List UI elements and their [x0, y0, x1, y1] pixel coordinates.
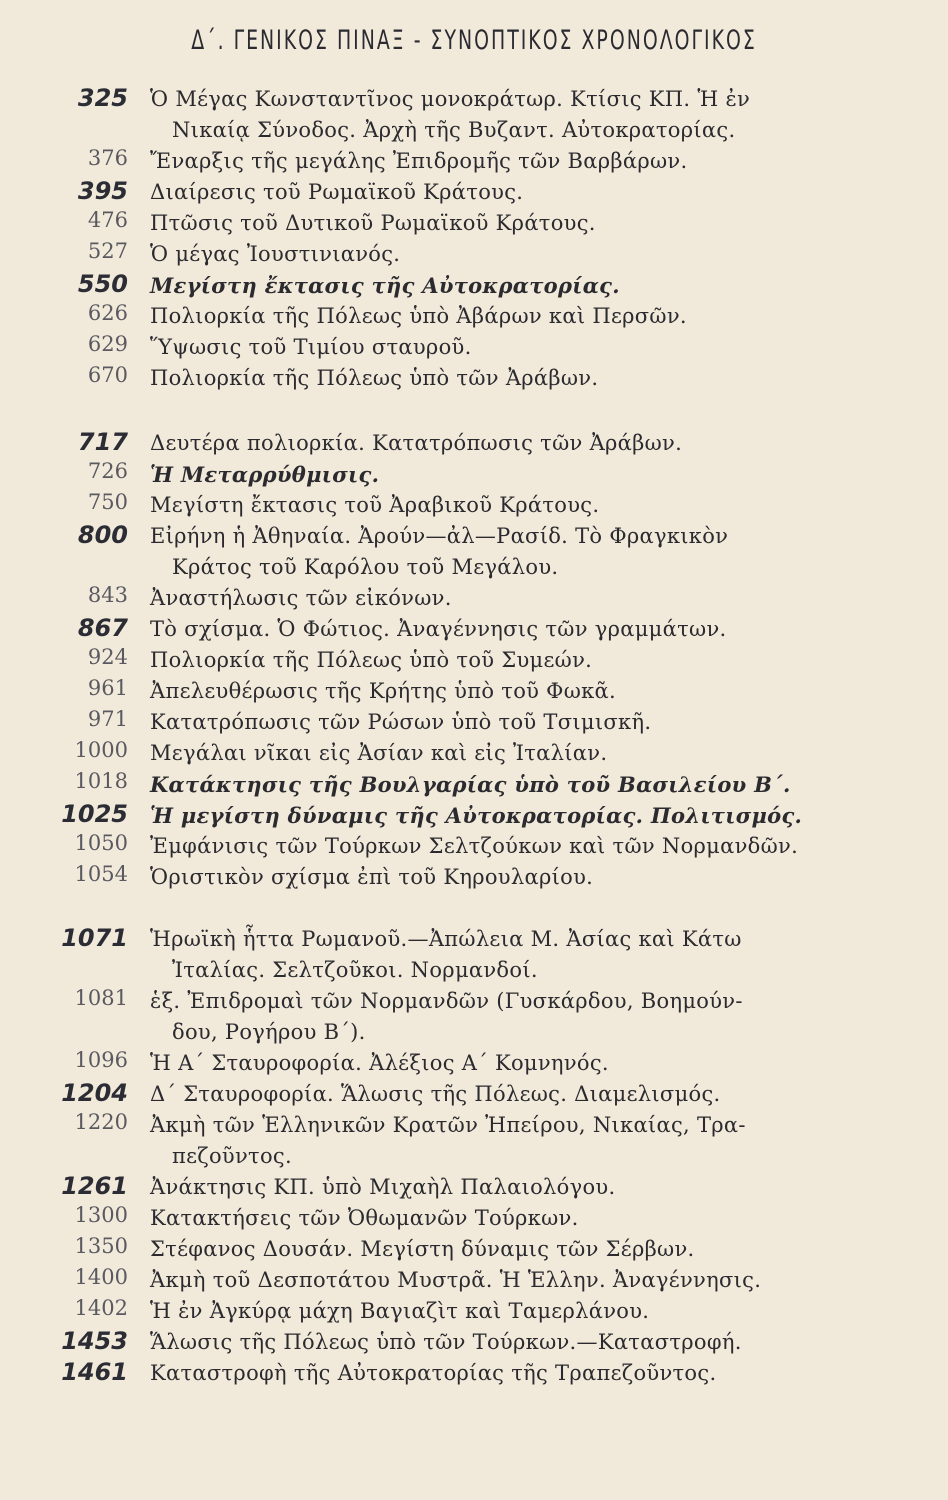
event-text [150, 521, 870, 583]
event-line: Εἰρήνη ἡ Ἀθηναία. Ἀρούν—ἀλ—Ρασίδ. Τὸ Φραγκικὸν [150, 524, 729, 548]
event-text [150, 924, 870, 986]
year: 867 [77, 614, 128, 642]
event-text: Μεγάλαι νῖκαι εἰς Ἀσίαν καὶ εἰς Ἰταλίαν. [150, 741, 608, 765]
event-text-emphasis: Ἡ μεγίστη δύναμις τῆς Αὐτοκρατορίας. Πολιτισμός. [150, 803, 803, 828]
event-text: Δ΄ Σταυροφορία. Ἅλωσις τῆς Πόλεως. Διαμελισμός. [150, 1082, 721, 1106]
event-line-continued: πεζοῦντος. [172, 1144, 292, 1168]
event-line: Ἀκμὴ τῶν Ἑλληνικῶν Κρατῶν Ἠπείρου, Νικαίας, Τρα- [150, 1113, 746, 1137]
year: 800 [77, 521, 128, 549]
year: 971 [87, 707, 128, 731]
year: 1461 [61, 1358, 128, 1386]
year: 629 [87, 332, 128, 356]
event-line-continued: Ἰταλίας. Σελτζοῦκοι. Νορμανδοί. [172, 958, 538, 982]
event-line-continued: δου, Ρογήρου Β΄). [172, 1020, 366, 1044]
event-text-emphasis: Κατάκτησις τῆς Βουλγαρίας ὑπὸ τοῦ Βασιλείου Β΄. [150, 772, 791, 797]
year: 961 [87, 676, 128, 700]
year: 1220 [74, 1110, 128, 1134]
year: 1300 [74, 1203, 128, 1227]
year: 726 [87, 459, 128, 483]
year: 750 [87, 490, 128, 514]
year: 924 [87, 645, 128, 669]
event-text: Πολιορκία τῆς Πόλεως ὑπὸ τῶν Ἀράβων. [150, 366, 599, 390]
year: 1050 [74, 831, 128, 855]
year: 717 [77, 428, 128, 456]
year: 325 [77, 84, 128, 112]
year: 550 [77, 270, 128, 298]
event-text [150, 769, 870, 801]
year: 626 [87, 301, 128, 325]
event-text: Ἀκμὴ τοῦ Δεσποτάτου Μυστρᾶ. Ἡ Ἑλλην. Ἀναγέννησις. [150, 1268, 762, 1292]
event-text-emphasis: Μεγίστη ἔκτασις τῆς Αὐτοκρατορίας. [150, 273, 620, 298]
event-text: Μεγίστη ἔκτασις τοῦ Ἀραβικοῦ Κράτους. [150, 493, 600, 517]
event-text: Ἡ Α΄ Σταυροφορία. Ἀλέξιος Α΄ Κομνηνός. [150, 1051, 609, 1075]
year: 1096 [74, 1048, 128, 1072]
event-text: Πολιορκία τῆς Πόλεως ὑπὸ τοῦ Συμεών. [150, 648, 593, 672]
event-text: Κατακτήσεις τῶν Ὀθωμανῶν Τούρκων. [150, 1206, 579, 1230]
event-text [150, 84, 870, 146]
event-text: Ὕψωσις τοῦ Τιμίου σταυροῦ. [150, 335, 472, 359]
event-text: Δευτέρα πολιορκία. Κατατρόπωσις τῶν Ἀράβων. [150, 431, 683, 455]
event-text: Ἀπελευθέρωσις τῆς Κρήτης ὑπὸ τοῦ Φωκᾶ. [150, 679, 616, 703]
year: 843 [87, 583, 128, 607]
year: 1025 [61, 800, 128, 828]
event-text [150, 1110, 870, 1172]
year: 1054 [74, 862, 128, 886]
event-line: ἑξ. Ἐπιδρομαὶ τῶν Νορμανδῶν (Γυσκάρδου, Βοημούν- [150, 989, 743, 1013]
event-text [150, 459, 870, 491]
event-text [150, 270, 870, 302]
year: 670 [87, 363, 128, 387]
event-text: Κατατρόπωσις τῶν Ρώσων ὑπὸ τοῦ Τσιμισκῆ. [150, 710, 652, 734]
event-line-continued: Κράτος τοῦ Καρόλου τοῦ Μεγάλου. [172, 555, 559, 579]
event-text: Ὁ μέγας Ἰουστινιανός. [150, 242, 401, 266]
event-text: Στέφανος Δουσάν. Μεγίστη δύναμις τῶν Σέρβων. [150, 1237, 695, 1261]
event-line: Ἡρωϊκὴ ἧττα Ρωμανοῦ.—Ἀπώλεια Μ. Ἀσίας καὶ Κάτω [150, 927, 742, 951]
year: 527 [87, 239, 128, 263]
event-text: Πτῶσις τοῦ Δυτικοῦ Ρωμαϊκοῦ Κράτους. [150, 211, 596, 235]
event-text: Ἅλωσις τῆς Πόλεως ὑπὸ τῶν Τούρκων.—Καταστροφή. [150, 1330, 742, 1354]
event-text: Καταστροφὴ τῆς Αὐτοκρατορίας τῆς Τραπεζοῦντος. [150, 1361, 717, 1385]
year: 1071 [61, 924, 128, 952]
event-text [150, 986, 870, 1048]
year: 1350 [74, 1234, 128, 1258]
year: 1018 [74, 769, 128, 793]
year: 1400 [74, 1265, 128, 1289]
event-text: Πολιορκία τῆς Πόλεως ὑπὸ Ἀβάρων καὶ Περσῶν. [150, 304, 687, 328]
event-text [150, 800, 870, 832]
event-text: Ὁριστικὸν σχίσμα ἐπὶ τοῦ Κηρουλαρίου. [150, 865, 594, 889]
year: 1000 [74, 738, 128, 762]
event-text-emphasis: Ἡ Μεταρρύθμισις. [150, 462, 380, 487]
event-text: Ἡ ἐν Ἀγκύρᾳ μάχη Βαγιαζὶτ καὶ Ταμερλάνου. [150, 1299, 650, 1323]
event-text: Ἀνάκτησις ΚΠ. ὑπὸ Μιχαὴλ Παλαιολόγου. [150, 1175, 616, 1199]
year: 1402 [74, 1296, 128, 1320]
year: 395 [77, 177, 128, 205]
event-text: Ἀναστήλωσις τῶν εἰκόνων. [150, 586, 452, 610]
event-text: Ἐμφάνισις τῶν Τούρκων Σελτζούκων καὶ τῶν Νορμανδῶν. [150, 834, 799, 858]
page-title: Δ΄. ΓΕΝΙΚΟΣ ΠΙΝΑΞ - ΣΥΝΟΠΤΙΚΟΣ ΧΡΟΝΟΛΟΓΙΚΟΣ [191, 25, 757, 55]
year: 1453 [61, 1327, 128, 1355]
event-line-continued: Νικαίᾳ Σύνοδος. Ἀρχὴ τῆς Βυζαντ. Αὐτοκρατορίας. [172, 118, 736, 142]
year: 1261 [61, 1172, 128, 1200]
year: 476 [87, 208, 128, 232]
event-text: Διαίρεσις τοῦ Ρωμαϊκοῦ Κράτους. [150, 180, 524, 204]
event-line: Ὁ Μέγας Κωνσταντῖνος μονοκράτωρ. Κτίσις ΚΠ. Ἡ ἐν [150, 87, 751, 111]
event-text: Ἔναρξις τῆς μεγάλης Ἐπιδρομῆς τῶν Βαρβάρων. [150, 149, 688, 173]
event-text: Τὸ σχίσμα. Ὁ Φώτιος. Ἀναγέννησις τῶν γραμμάτων. [150, 617, 727, 641]
year: 376 [87, 146, 128, 170]
year: 1081 [74, 986, 128, 1010]
year: 1204 [61, 1079, 128, 1107]
